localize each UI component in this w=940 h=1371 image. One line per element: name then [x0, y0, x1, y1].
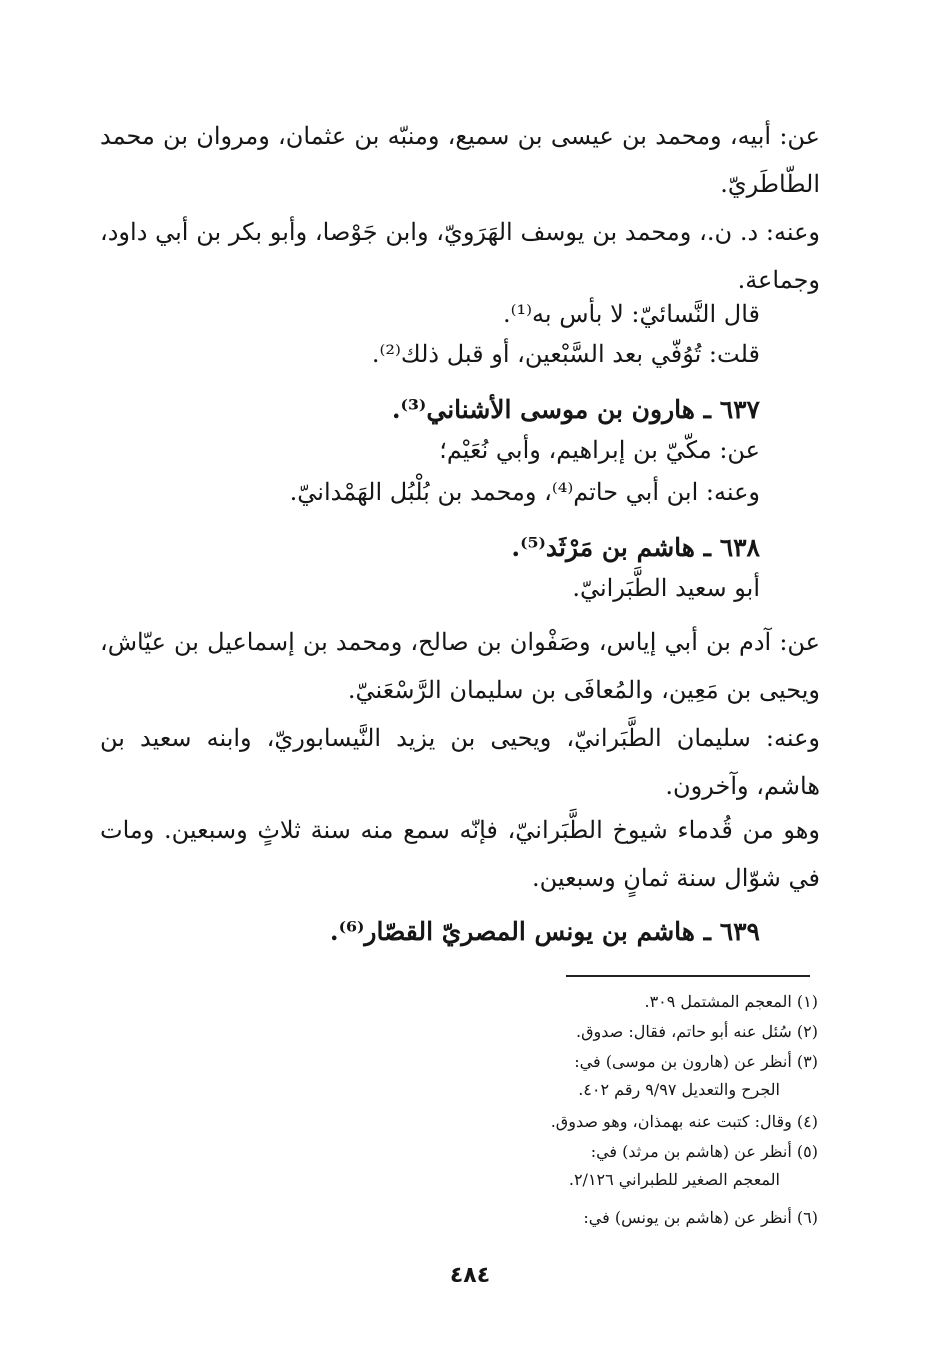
- entry-637-to: وعنه: ابن أبي حاتم⁽⁴⁾، ومحمد بن بُلْبُل الهَمْدانيّ.: [289, 478, 760, 506]
- entry-639-heading: ٦٣٩ ـ هاشم بن يونس المصريّ القصّار⁽⁶⁾.: [329, 917, 760, 946]
- footnote-5-continuation: المعجم الصغير للطبراني ٢/١٢٦.: [568, 1170, 780, 1189]
- paragraph-638-from: عن: آدم بن أبي إياس، وصَفْوان بن صالح، ومحمد بن إسماعيل بن عيّاش، ويحيى بن مَعِين، والمُعافَى بن سليمان الرَّسْعَنيّ.: [100, 628, 820, 704]
- entry-638-kunya: أبو سعيد الطَّبَرانيّ.: [572, 574, 760, 602]
- entry-637-heading: ٦٣٧ ـ هارون بن موسى الأشناني⁽³⁾.: [391, 395, 760, 424]
- footnote-3-continuation: الجرح والتعديل ٩/٩٧ رقم ٤٠٢.: [578, 1080, 780, 1099]
- footnote-6: (٦) أنظر عن (هاشم بن يونس) في:: [583, 1208, 818, 1227]
- footnote-2: (٢) سُئل عنه أبو حاتم، فقال: صدوق.: [576, 1022, 818, 1041]
- footnote-divider: [566, 975, 810, 977]
- line-nasai-opinion: قال النَّسائيّ: لا بأس به⁽¹⁾.: [502, 300, 760, 328]
- footnote-5: (٥) أنظر عن (هاشم بن مرثد) في:: [590, 1142, 818, 1161]
- paragraph-638-note: وهو من قُدماء شيوخ الطَّبَرانيّ، فإنّه سمع منه سنة ثلاثٍ وسبعين. ومات في شوّال سنة ثمانٍ وسبعين.: [100, 816, 820, 892]
- entry-637-from: عن: مكّيّ بن إبراهيم، وأبي نُعَيْم؛: [439, 436, 760, 464]
- page-number: ٤٨٤: [449, 1263, 491, 1288]
- footnote-4: (٤) وقال: كتبت عنه بهمذان، وهو صدوق.: [550, 1112, 818, 1131]
- entry-638-heading: ٦٣٨ ـ هاشم بن مَرْثَد⁽⁵⁾.: [511, 533, 760, 562]
- line-author-note: قلت: تُوُفّي بعد السَّبْعين، أو قبل ذلك⁽²⁾.: [371, 340, 760, 368]
- paragraph-638-to: وعنه: سليمان الطَّبَرانيّ، ويحيى بن يزيد النَّيسابوريّ، وابنه سعيد بن هاشم، وآخرون.: [100, 724, 820, 800]
- footnote-3: (٣) أنظر عن (هارون بن موسى) في:: [574, 1052, 818, 1071]
- paragraph-narrators-from: عن: أبيه، ومحمد بن عيسى بن سميع، ومنبّه بن عثمان، ومروان بن محمد الطّاطَريّ.: [100, 122, 820, 198]
- footnote-1: (١) المعجم المشتمل ٣٠٩.: [644, 992, 818, 1011]
- paragraph-narrators-to: وعنه: د. ن.، ومحمد بن يوسف الهَرَويّ، وابن جَوْصا، وأبو بكر بن أبي داود، وجماعة.: [100, 218, 820, 294]
